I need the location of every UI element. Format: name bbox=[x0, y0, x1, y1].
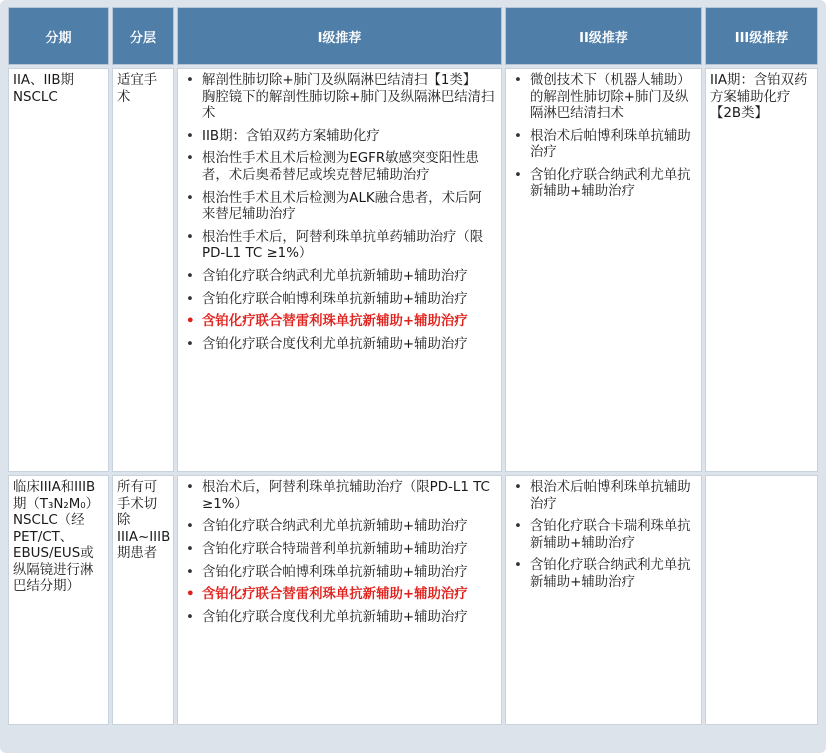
header-tier3: III级推荐 bbox=[705, 7, 818, 65]
recommendation-table bbox=[5, 4, 821, 728]
tier3-cell: IIA期：含铂双药方案辅助化疗【2B类】 bbox=[705, 68, 818, 472]
list-item: • 含铂化疗联合替雷利珠单抗新辅助+辅助治疗 bbox=[182, 587, 495, 604]
list-item: • 含铂化疗联合度伐利尤单抗新辅助+辅助治疗 bbox=[182, 610, 495, 627]
table-row bbox=[8, 68, 818, 472]
list-item: • 含铂化疗联合纳武利尤单抗新辅助+辅助治疗 bbox=[510, 168, 695, 201]
list-item: • 含铂化疗联合帕博利珠单抗新辅助+辅助治疗 bbox=[182, 565, 495, 582]
layer-cell: 适宜手术 bbox=[112, 68, 174, 472]
layer-cell: 所有可手术切除IIIA~IIIB期患者 bbox=[112, 475, 174, 725]
list-item: • 根治性手术且术后检测为EGFR敏感突变阳性患者，术后奥希替尼或埃克替尼辅助治疗 bbox=[182, 151, 495, 184]
tier3-cell bbox=[705, 475, 818, 725]
list-item: • 含铂化疗联合卡瑞利珠单抗新辅助+辅助治疗 bbox=[510, 519, 695, 552]
tier1-cell bbox=[177, 475, 502, 725]
tier1-cell bbox=[177, 68, 502, 472]
list-item: • 根治性手术且术后检测为ALK融合患者，术后阿来替尼辅助治疗 bbox=[182, 191, 495, 224]
tier2-list bbox=[510, 73, 695, 201]
header-row bbox=[8, 7, 818, 65]
list-item: • 根治术后，阿替利珠单抗辅助治疗（限PD-L1 TC ≥1%） bbox=[182, 480, 495, 513]
list-item: • IIB期：含铂双药方案辅助化疗 bbox=[182, 129, 495, 146]
list-item: • 含铂化疗联合度伐利尤单抗新辅助+辅助治疗 bbox=[182, 337, 495, 354]
table-row bbox=[8, 475, 818, 725]
tier1-list bbox=[182, 480, 495, 626]
list-item: • 含铂化疗联合特瑞普利单抗新辅助+辅助治疗 bbox=[182, 542, 495, 559]
tier2-cell bbox=[505, 475, 702, 725]
stage-cell: IIA、IIB期 NSCLC bbox=[8, 68, 109, 472]
list-item: • 解剖性肺切除+肺门及纵隔淋巴结清扫【1类】 胸腔镜下的解剖性肺切除+肺门及纵隔淋巴结清扫术 bbox=[182, 73, 495, 123]
list-item: • 根治术后帕博利珠单抗辅助治疗 bbox=[510, 480, 695, 513]
tier1-list bbox=[182, 73, 495, 354]
list-item: • 微创技术下（机器人辅助）的解剖性肺切除+肺门及纵隔淋巴结清扫术 bbox=[510, 73, 695, 123]
stage-cell: 临床IIIA和IIIB期（T₃N₂M₀）NSCLC（经PET/CT、EBUS/EUS或纵隔镜进行淋巴结分期） bbox=[8, 475, 109, 725]
list-item: • 根治性手术后，阿替利珠单抗单药辅助治疗（限PD-L1 TC ≥1%） bbox=[182, 230, 495, 263]
list-item: • 含铂化疗联合纳武利尤单抗新辅助+辅助治疗 bbox=[182, 269, 495, 286]
tier2-cell bbox=[505, 68, 702, 472]
header-stage: 分期 bbox=[8, 7, 109, 65]
header-layer: 分层 bbox=[112, 7, 174, 65]
list-item: • 含铂化疗联合纳武利尤单抗新辅助+辅助治疗 bbox=[182, 519, 495, 536]
tier2-list bbox=[510, 480, 695, 591]
list-item: • 含铂化疗联合替雷利珠单抗新辅助+辅助治疗 bbox=[182, 314, 495, 331]
header-tier1: I级推荐 bbox=[177, 7, 502, 65]
header-tier2: II级推荐 bbox=[505, 7, 702, 65]
list-item: • 根治术后帕博利珠单抗辅助治疗 bbox=[510, 129, 695, 162]
list-item: • 含铂化疗联合纳武利尤单抗新辅助+辅助治疗 bbox=[510, 558, 695, 591]
list-item: • 含铂化疗联合帕博利珠单抗新辅助+辅助治疗 bbox=[182, 292, 495, 309]
